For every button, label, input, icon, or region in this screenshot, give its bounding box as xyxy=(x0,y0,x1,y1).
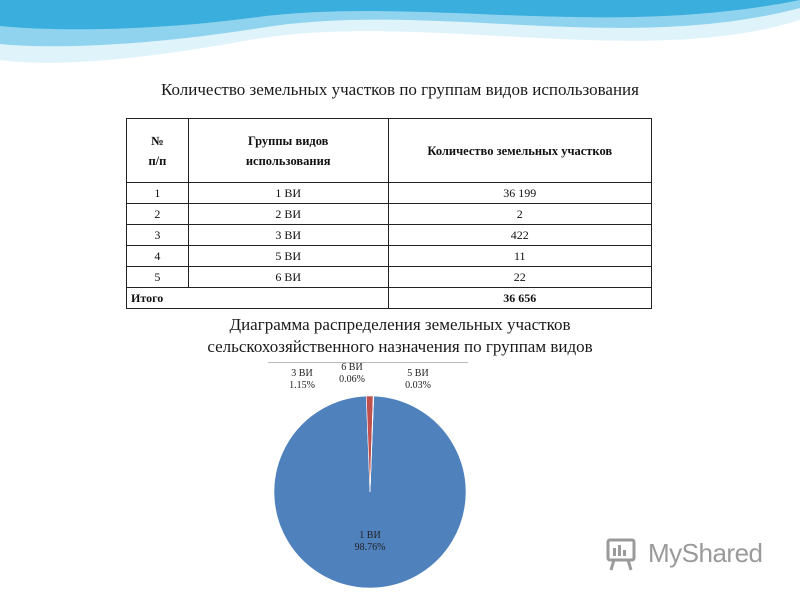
slice-label: 1 ВИ xyxy=(359,530,381,541)
cell-count: 11 xyxy=(388,246,651,267)
total-value: 36 656 xyxy=(388,288,651,309)
chart-title xyxy=(0,314,800,358)
cell-num: 2 xyxy=(127,204,189,225)
cell-num: 4 xyxy=(127,246,189,267)
total-row xyxy=(127,288,652,309)
chart-title-line1: Диаграмма распределения земельных участков xyxy=(229,315,571,334)
pie-chart xyxy=(240,360,500,600)
cell-count: 36 199 xyxy=(388,183,651,204)
cell-num: 5 xyxy=(127,267,189,288)
slice-label: 5 ВИ xyxy=(407,368,429,379)
header-num-text: № п/п xyxy=(148,133,167,168)
chart-title-line2: сельскохозяйственного назначения по группам видов xyxy=(207,337,593,356)
watermark-logo xyxy=(604,534,774,574)
cell-count: 2 xyxy=(388,204,651,225)
cell-num: 3 xyxy=(127,225,189,246)
slice-percent-label: 0.03% xyxy=(405,380,431,391)
slice-label: 6 ВИ xyxy=(341,362,363,373)
cell-group: 1 ВИ xyxy=(188,183,388,204)
table-row xyxy=(127,267,652,288)
header-wave-decoration xyxy=(0,0,800,90)
cell-group: 2 ВИ xyxy=(188,204,388,225)
cell-group: 5 ВИ xyxy=(188,246,388,267)
header-num xyxy=(127,119,189,183)
header-count-text: Количество земельных участков xyxy=(427,143,613,158)
cell-group: 6 ВИ xyxy=(188,267,388,288)
table-row xyxy=(127,183,652,204)
slice-percent-label: 1.15% xyxy=(289,380,315,391)
cell-count: 22 xyxy=(388,267,651,288)
header-group-text: Группы видов использования xyxy=(245,133,331,168)
land-plots-table xyxy=(126,118,652,309)
table-row xyxy=(127,204,652,225)
page-title: Количество земельных участков по группам видов использования xyxy=(161,80,639,99)
slice-label: 3 ВИ xyxy=(291,368,313,379)
cell-group: 3 ВИ xyxy=(188,225,388,246)
presentation-board-icon xyxy=(604,534,644,574)
total-label: Итого xyxy=(127,288,389,309)
cell-count: 422 xyxy=(388,225,651,246)
cell-num: 1 xyxy=(127,183,189,204)
header-count xyxy=(388,119,651,183)
watermark-text: MyShared xyxy=(648,538,763,568)
slice-percent-label: 98.76% xyxy=(354,542,386,553)
header-group xyxy=(188,119,388,183)
table-row xyxy=(127,246,652,267)
table-row xyxy=(127,225,652,246)
slice-percent-label: 0.06% xyxy=(339,374,365,385)
